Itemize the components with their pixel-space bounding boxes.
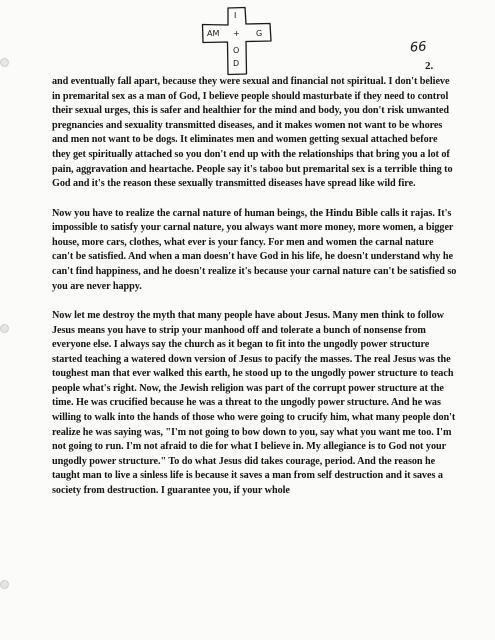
cross-text-left: AM [207, 29, 220, 38]
paragraph: Now you have to realize the carnal nature of human beings, the Hindu Bible calls it rajas. It's impossible to satisfy your carnal nature, you always want more money, more women, a bigger house, more cars, clothes, what ever is your fancy. For men and women the carnal nature can't be satisfied. And when a man doesn't have God in his life, he doesn't understand why he can't find happiness, and he doesn't realize it's because your carnal nature can't be satisfied so you are never happy. [52, 207, 457, 292]
punch-hole-bottom [0, 580, 9, 589]
cross-text-lower-1: O [233, 46, 240, 55]
punch-hole-top [0, 58, 9, 67]
handdrawn-cross-emblem [201, 6, 273, 76]
cross-text-top: I [234, 11, 237, 20]
document-body [52, 75, 457, 513]
cross-text-middle: + [233, 29, 240, 38]
page-number: 2. [425, 60, 434, 72]
handwritten-folio-number: 66 [409, 39, 428, 56]
cross-text-right: G [256, 29, 263, 38]
paragraph: Now let me destroy the myth that many people have about Jesus. Many men think to follow Jesus means you have to strip your manhood off and tolerate a bunch of nonsense from everyone else. I always say the church as it began to fit into the ungodly power structure started teaching a watered down version of Jesus to pacify the masses. The real Jesus was the toughest man that ever walked this earth, he stood up to the ungodly power structure to teach people what's right. Now, the Jewish religion was part of the corrupt power structure at the time. He was crucified because he was a threat to the ungodly power structure. And he was willing to walk into the hands of those who were going to crucify him, what many people don't realize he was saying was, "I'm not going to bow down to you, say what you want me too. I'm not going to run. I'm not afraid to die for what I believe in. My allegiance is to God not your ungodly power structure." To do what Jesus did takes courage, period. And the reason he taught man to live a sinless life is because it saves a man from self destruction and it saves a society from destruction. I guarantee you, if your whole [52, 309, 456, 497]
cross-text-lower-2: D [233, 59, 240, 68]
punch-hole-middle [0, 324, 9, 333]
paragraph: and eventually fall apart, because they were sexual and financial not spiritual. I don't believe in premarital sex as a man of God, I believe people should masturbate if they need to control their sexual urges, this is safer and healthier for the mind and body, you don't risk unwanted pregnancies and sexuality transmitted diseases, and it makes women not want to be whores and men not want to be dogs. It eliminates men and women getting sexual attached before they get spiritually attached so you don't end up with the relationships that bring you a lot of pain, aggravation and heartache. People say it's taboo but premarital sex is a terrible thing to God and it's the reason these sexually transmitted diseases have spread like wild fire. [52, 76, 453, 190]
